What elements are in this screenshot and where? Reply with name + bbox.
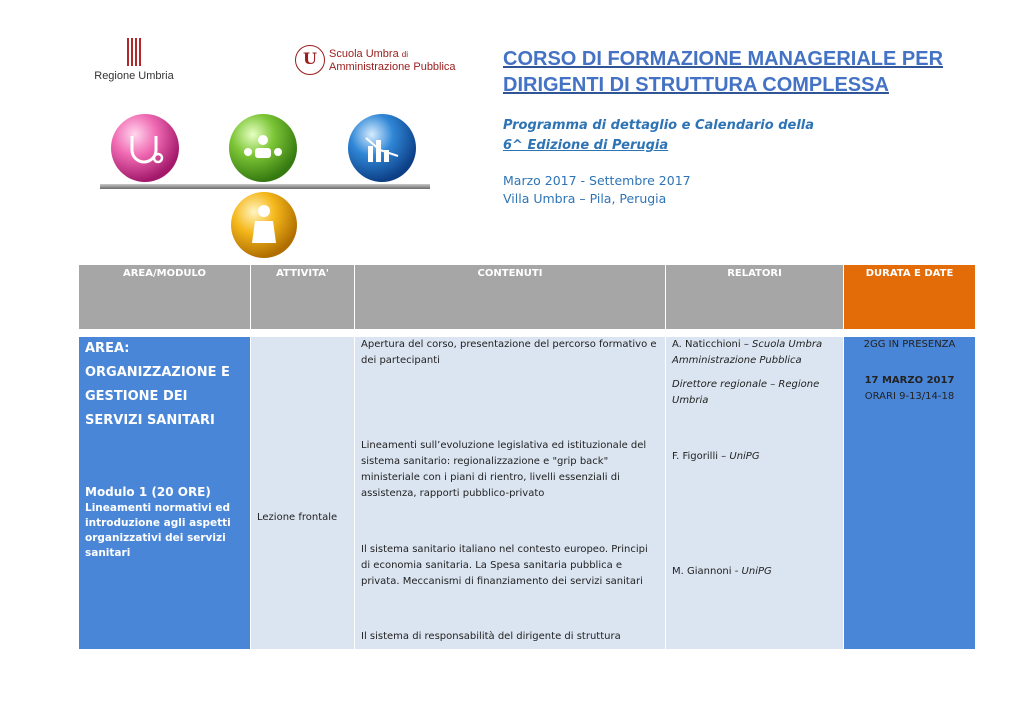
area-module-cell bbox=[79, 337, 251, 650]
subtitle-line-1: Programma di dettaglio e Calendario della bbox=[503, 118, 815, 133]
activity-text: Lezione frontale bbox=[257, 512, 338, 523]
speaker-1 bbox=[672, 337, 837, 369]
dates-cell bbox=[844, 337, 976, 650]
contents-cell bbox=[355, 337, 666, 650]
title-line-1: CORSO DI FORMAZIONE MANAGERIALE PER bbox=[503, 48, 944, 70]
speaker-3 bbox=[672, 449, 837, 465]
health-sphere-icon bbox=[111, 114, 179, 182]
speaker-2: Direttore regionale – Regione Umbria bbox=[672, 379, 820, 406]
subtitle-line-2: 6^ Edizione di Perugia bbox=[503, 138, 669, 153]
activity-cell bbox=[251, 337, 355, 650]
table-header-row bbox=[79, 265, 976, 330]
speaker-4 bbox=[672, 564, 837, 580]
content-item-3: Il sistema sanitario italiano nel contesto europeo. Principi di economia sanitaria. La Spesa sanitaria pubblica e privata. Meccanismi di finanziamento dei servizi sanitari bbox=[361, 544, 648, 587]
finance-sphere-icon bbox=[348, 114, 416, 182]
content-item-2: Lineamenti sull’evoluzione legislativa ed istituzionale del sistema sanitario: regionalizzazione e "grip back" ministeriale con i piani di rientro, livelli essenziali di assistenza, rapporti pubblico-privato bbox=[361, 440, 647, 499]
schedule-table bbox=[78, 264, 976, 650]
speaker-3-org: UniPG bbox=[729, 451, 760, 462]
content-item-4: Il sistema di responsabilità del dirigente di struttura bbox=[361, 631, 621, 642]
scuola-logo-line1: Scuola Umbra bbox=[329, 47, 399, 60]
title-line-2: DIRIGENTI DI STRUTTURA COMPLESSA bbox=[503, 74, 889, 96]
module-title: Modulo 1 (20 ORE) bbox=[85, 485, 211, 499]
subtitle bbox=[503, 116, 903, 156]
speaker-1-name: A. Naticchioni – bbox=[672, 339, 749, 350]
speaker-3-name: F. Figorilli – bbox=[672, 451, 727, 462]
scuola-logo-line2: Amministrazione Pubblica bbox=[329, 60, 456, 73]
header-relatori: RELATORI bbox=[666, 265, 844, 330]
regione-logo-text: Regione Umbria bbox=[94, 70, 174, 82]
header-area-modulo: AREA/MODULO bbox=[79, 265, 251, 330]
speaker-4-name: M. Giannoni - bbox=[672, 566, 739, 577]
speaker-1-org: Scuola Umbra Amministrazione Pubblica bbox=[672, 339, 823, 366]
community-sphere-icon bbox=[229, 114, 297, 182]
scuola-logo-di: di bbox=[401, 49, 408, 59]
content-item-1: Apertura del corso, presentazione del percorso formativo e dei partecipanti bbox=[361, 339, 657, 366]
spacer-row bbox=[79, 330, 976, 337]
course-info bbox=[503, 172, 903, 208]
speaker-4-org: UniPG bbox=[741, 566, 772, 577]
speakers-cell bbox=[666, 337, 844, 650]
header-durata-date: DURATA E DATE bbox=[844, 265, 976, 330]
regione-umbria-logo bbox=[84, 38, 184, 82]
balance-bar bbox=[100, 184, 430, 189]
date-text: 17 MARZO 2017 bbox=[864, 375, 955, 386]
course-location: Villa Umbra – Pila, Perugia bbox=[503, 191, 667, 206]
area-name: ORGANIZZAZIONE E GESTIONE DEI SERVIZI SANITARI bbox=[85, 365, 230, 428]
manager-sphere-icon bbox=[231, 192, 297, 258]
scuola-umbra-logo bbox=[295, 43, 456, 77]
regione-emblem-icon bbox=[125, 38, 143, 66]
header-contenuti: CONTENUTI bbox=[355, 265, 666, 330]
balance-spheres-illustration bbox=[80, 108, 450, 260]
hours-text: ORARI 9-13/14-18 bbox=[864, 391, 955, 402]
table-row bbox=[79, 337, 976, 650]
course-period: Marzo 2017 - Settembre 2017 bbox=[503, 173, 691, 188]
module-description: Lineamenti normativi ed introduzione agli aspetti organizzativi dei servizi sanitari bbox=[85, 502, 231, 559]
page-title bbox=[503, 46, 973, 98]
scuola-seal-icon bbox=[295, 45, 325, 75]
area-label: AREA: bbox=[85, 341, 130, 356]
header-attivita: ATTIVITA' bbox=[251, 265, 355, 330]
duration-text: 2GG IN PRESENZA bbox=[863, 339, 956, 350]
